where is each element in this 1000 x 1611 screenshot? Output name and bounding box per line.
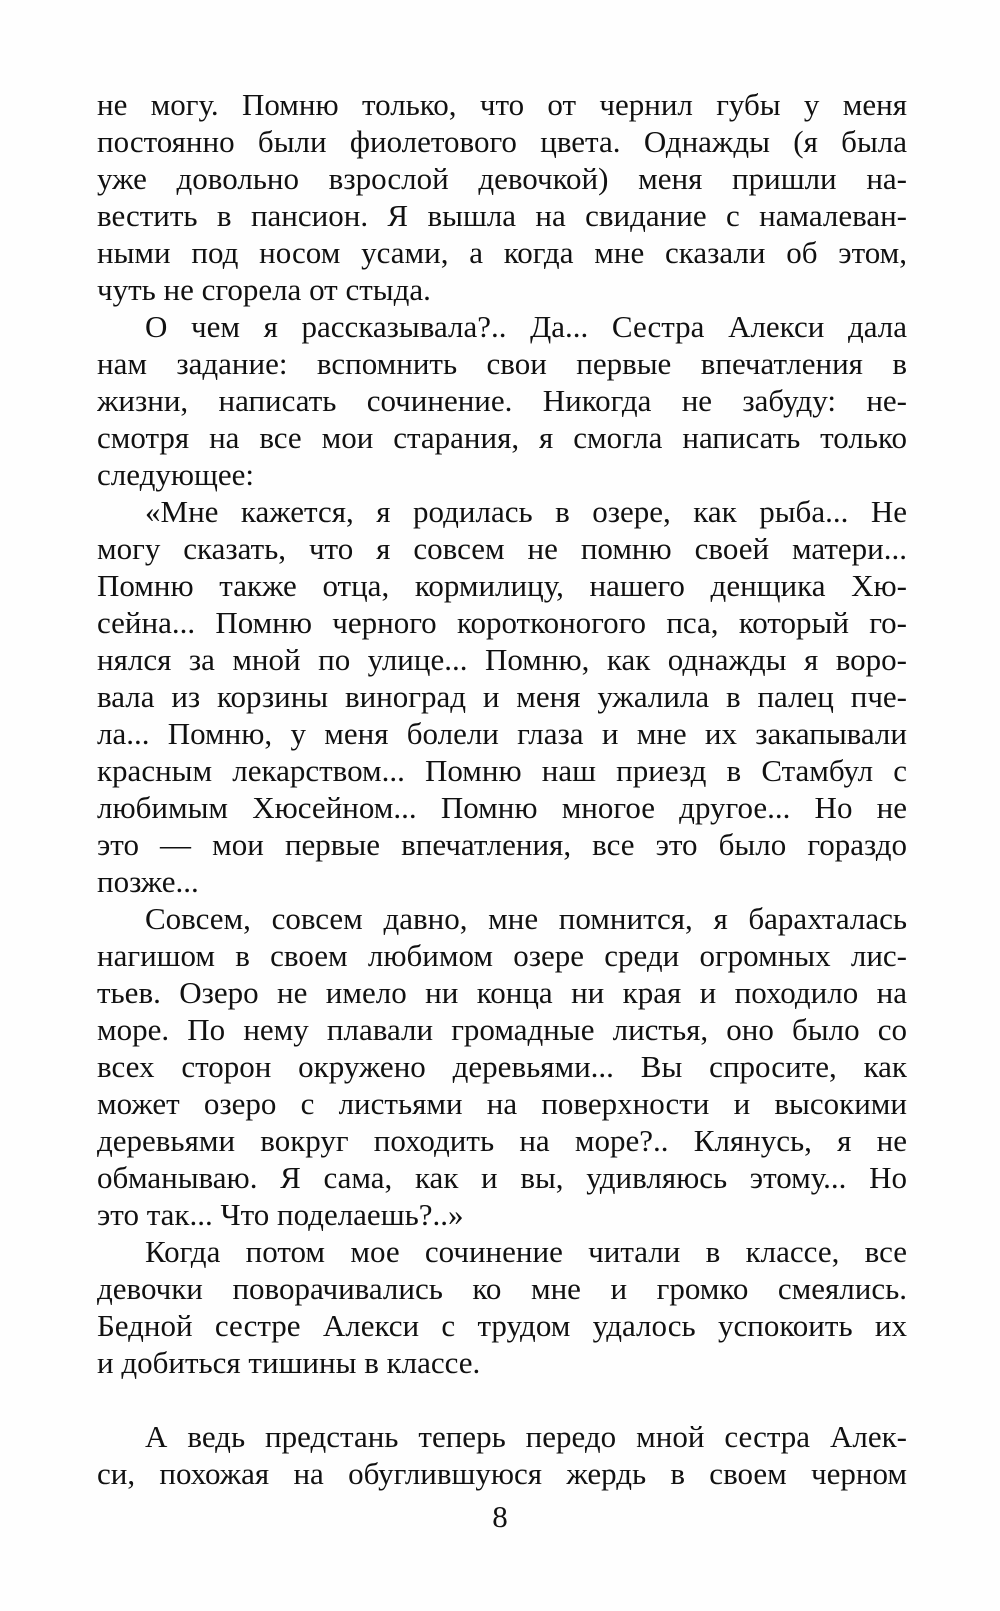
text-line: сейна... Помню черного коротконогого пса, который го- <box>97 605 907 640</box>
text-line: вала из корзины виноград и меня ужалила в палец пче- <box>97 679 907 714</box>
body-text <box>97 86 907 1492</box>
text-line: вестить в пансион. Я вышла на свидание с намалеван- <box>97 198 907 233</box>
text-line: А ведь предстань теперь передо мной сестра Алек- <box>145 1419 907 1454</box>
text-line: и добиться тишины в классе. <box>97 1345 481 1380</box>
text-line: обманываю. Я сама, как и вы, удивляюсь этому... Но <box>97 1160 907 1195</box>
text-line: чуть не сгорела от стыда. <box>97 272 431 307</box>
text-line: всех сторон окружено деревьями... Вы спросите, как <box>97 1049 907 1084</box>
text-line: нам задание: вспомнить свои первые впечатления в <box>97 346 907 381</box>
text-line: смотря на все мои старания, я смогла написать только <box>97 420 907 455</box>
text-line: ными под носом усами, а когда мне сказали об этом, <box>97 235 907 270</box>
text-line: нагишом в своем любимом озере среди огромных лис- <box>97 938 907 973</box>
text-line: ла... Помню, у меня болели глаза и мне их закапывали <box>97 716 907 751</box>
text-line: это так... Что поделаешь?..» <box>97 1197 464 1232</box>
text-line: тьев. Озеро не имело ни конца ни края и походило на <box>97 975 907 1010</box>
page-number: 8 <box>492 1499 508 1534</box>
text-line: Совсем, совсем давно, мне помнится, я барахталась <box>145 901 907 936</box>
text-line: это — мои первые впечатления, все это было гораздо <box>97 827 907 862</box>
paragraph-gap <box>97 1381 907 1418</box>
text-line: любимым Хюсейном... Помню многое другое... Но не <box>97 790 907 825</box>
text-line: Бедной сестре Алекси с трудом удалось успокоить их <box>97 1308 907 1343</box>
text-line: красным лекарством... Помню наш приезд в Стамбул с <box>97 753 907 788</box>
text-line: море. По нему плавали громадные листья, оно было со <box>97 1012 907 1047</box>
text-line: позже... <box>97 864 199 899</box>
text-line: Когда потом мое сочинение читали в классе, все <box>145 1234 907 1269</box>
text-line: постоянно были фиолетового цвета. Однажды (я была <box>97 124 907 159</box>
text-line: не могу. Помню только, что от чернил губы у меня <box>97 87 907 122</box>
text-line: девочки поворачивались ко мне и громко смеялись. <box>97 1271 907 1306</box>
text-line: следующее: <box>97 457 255 492</box>
text-line: нялся за мной по улице... Помню, как однажды я воро- <box>97 642 907 677</box>
text-line: Помню также отца, кормилицу, нашего денщика Хю- <box>97 568 907 603</box>
text-line: си, похожая на обуглившуюся жердь в своем черном <box>97 1456 907 1491</box>
text-line: О чем я рассказывала?.. Да... Сестра Алекси дала <box>145 309 907 344</box>
text-line: жизни, написать сочинение. Никогда не забуду: не- <box>97 383 907 418</box>
text-line: могу сказать, что я совсем не помню своей матери... <box>97 531 907 566</box>
text-line: может озеро с листьями на поверхности и высокими <box>97 1086 907 1121</box>
text-line: уже довольно взрослой девочкой) меня пришли на- <box>97 161 907 196</box>
text-line: деревьями вокруг походить на море?.. Клянусь, я не <box>97 1123 907 1158</box>
text-line: «Мне кажется, я родилась в озере, как рыба... Не <box>145 494 907 529</box>
